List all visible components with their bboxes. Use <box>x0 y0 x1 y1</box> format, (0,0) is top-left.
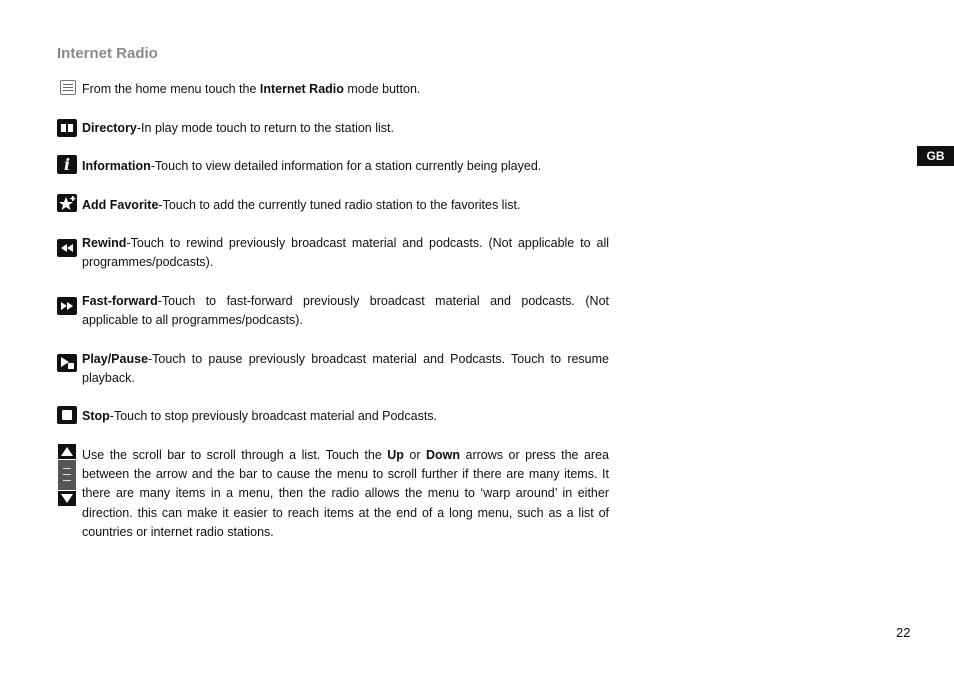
stop-icon <box>57 406 77 424</box>
scroll-bar-icon <box>57 444 77 506</box>
item-text <box>82 292 609 330</box>
description-text: mode button. <box>343 82 421 96</box>
bold-term: Directory <box>82 121 137 135</box>
section-heading: Internet Radio <box>57 45 158 62</box>
item-text <box>82 234 609 272</box>
bold-term: Internet Radio <box>259 82 344 96</box>
item-rewind <box>57 234 609 272</box>
bold-term: Fast-forward <box>82 294 158 308</box>
description-text: or <box>403 448 427 462</box>
description-text: -Touch to pause previously broadcast material and Podcasts. Touch to resume playback. <box>82 352 609 386</box>
directory-icon <box>57 119 77 137</box>
item-text <box>82 157 609 176</box>
description-text: -In play mode touch to return to the station list. <box>136 121 394 135</box>
language-tab-badge: GB <box>917 146 954 166</box>
item-text <box>82 196 609 215</box>
item-text <box>82 350 609 388</box>
item-directory <box>57 119 609 138</box>
bold-term: Add Favorite <box>82 198 159 212</box>
radio-mode-icon <box>60 80 76 95</box>
description-text: -Touch to rewind previously broadcast material and podcasts. (Not applicable to all programmes/podcasts). <box>82 236 609 270</box>
item-add-favorite <box>57 196 609 215</box>
bold-term: Up <box>387 448 404 462</box>
item-internet-radio <box>57 80 609 99</box>
page-number: 22 <box>896 625 911 640</box>
description-text: arrows or press the area between the arrow and the bar to cause the menu to scroll further if there are many items. It there are many items in a menu, then the radio allows the menu to ‘warp around’ in either direction. this can make it easier to reach items at the end of a long menu, such as a list of countries or internet radio stations. <box>82 448 610 539</box>
description-text: Use the scroll bar to scroll through a list. Touch the <box>82 448 388 462</box>
bold-term: Play/Pause <box>82 352 149 366</box>
bold-term: Down <box>426 448 461 462</box>
description-text: From the home menu touch the <box>82 82 260 96</box>
item-text <box>82 119 609 138</box>
item-text <box>82 80 609 99</box>
item-text <box>82 446 609 542</box>
description-text: -Touch to stop previously broadcast material and Podcasts. <box>109 409 438 423</box>
item-stop <box>57 407 609 426</box>
description-text: -Touch to fast-forward previously broadcast material and podcasts. (Not applicable to all programmes/podcasts). <box>82 294 609 328</box>
item-information <box>57 154 609 176</box>
play-pause-icon <box>57 354 77 372</box>
fast-forward-icon <box>57 297 77 315</box>
item-fast-forward <box>57 292 609 330</box>
item-play-pause <box>57 350 609 388</box>
bold-term: Stop <box>82 409 110 423</box>
description-text: -Touch to add the currently tuned radio station to the favorites list. <box>158 198 521 212</box>
item-text <box>82 407 609 426</box>
bold-term: Information <box>82 159 151 173</box>
information-icon: i <box>57 155 77 174</box>
description-text: -Touch to view detailed information for a station currently being played. <box>150 159 542 173</box>
bold-term: Rewind <box>82 236 127 250</box>
item-scroll-bar <box>57 446 609 542</box>
add-favorite-icon <box>57 194 77 212</box>
rewind-icon <box>57 239 77 257</box>
